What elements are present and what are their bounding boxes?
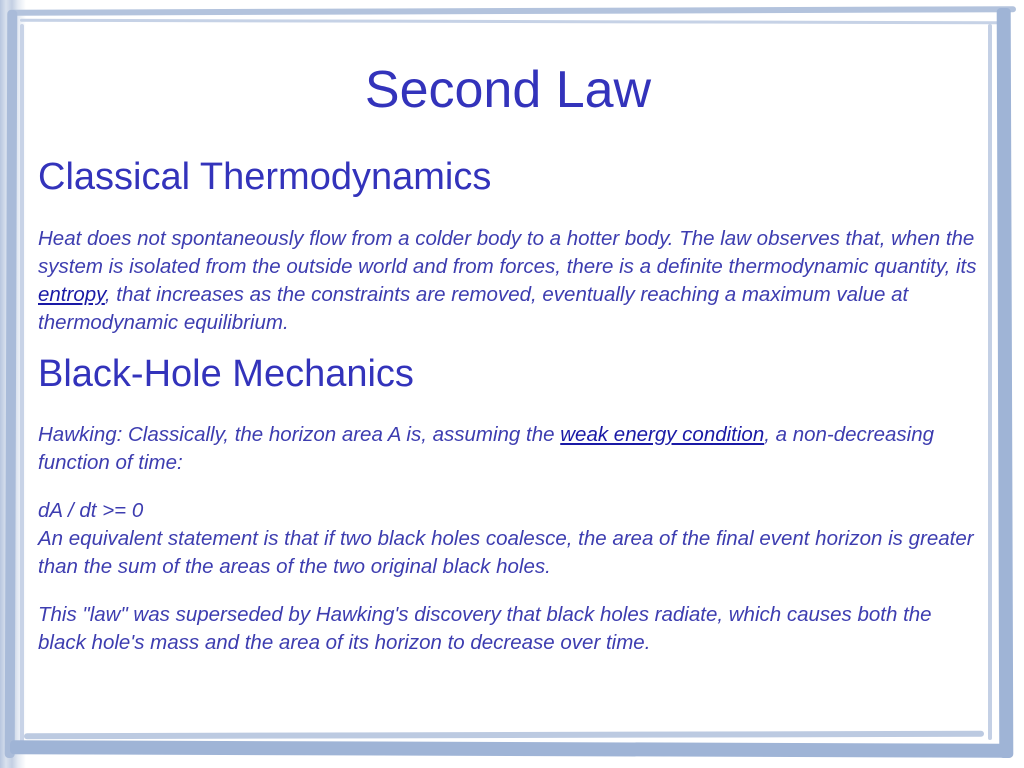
classical-paragraph — [38, 225, 978, 337]
classical-text-start: Heat does not spontaneously flow from a colder body to a hotter body. The law observes that, when the system is isolated from the outside world and from forces, there is a definite thermodynamic quantity, its — [38, 227, 977, 278]
section-heading-classical: Classical Thermodynamics — [38, 156, 492, 198]
weak-energy-condition-link[interactable]: weak energy condition — [560, 423, 765, 446]
classical-text-end: , that increases as the constraints are removed, eventually reaching a maximum value at thermodynamic equilibrium. — [38, 283, 909, 334]
frame-edge-right-inner — [988, 24, 992, 740]
coalesce-paragraph: An equivalent statement is that if two black holes coalesce, the area of the final event horizon is greater than the sum of the areas of the two original black holes. — [38, 527, 974, 578]
equation-line: dA / dt >= 0 — [38, 499, 144, 522]
superseded-paragraph: This "law" was superseded by Hawking's discovery that black holes radiate, which causes both the black hole's mass and the area of its horizon to decrease over time. — [38, 603, 932, 654]
frame-edge-top-inner — [20, 19, 1000, 25]
hawking-paragraph — [38, 421, 978, 477]
slide-title: Second Law — [364, 61, 652, 119]
frame-edge-left-inner — [20, 24, 24, 742]
frame-edge-bottom-inner — [24, 731, 984, 740]
frame-edge-left — [5, 10, 18, 758]
frame-edge-right — [997, 8, 1014, 758]
entropy-link[interactable]: entropy — [38, 283, 105, 306]
frame-edge-top — [8, 6, 1016, 16]
section-heading-blackhole: Black-Hole Mechanics — [38, 353, 414, 395]
hawking-text-end: , a non-decreasing function of time: — [38, 423, 935, 474]
frame-edge-bottom — [10, 740, 1010, 757]
hawking-text-start: Hawking: Classically, the horizon area A is, assuming the — [38, 423, 561, 446]
